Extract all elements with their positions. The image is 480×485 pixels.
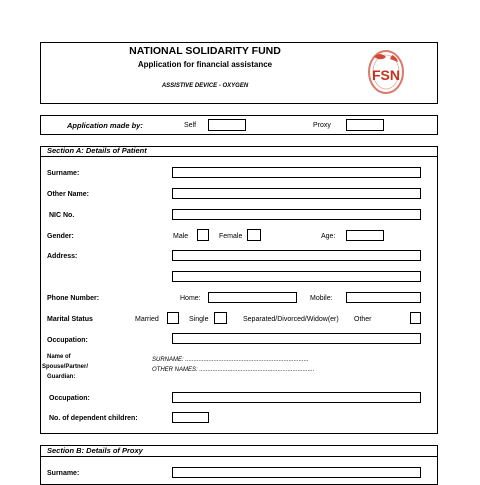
spouse-occupation-field[interactable] (172, 392, 421, 403)
gender-label: Gender: (47, 233, 74, 240)
device-type: ASSISTIVE DEVICE - OXYGEN (161, 83, 249, 89)
section-a-title: Section A: Details of Patient (47, 146, 147, 155)
female-checkbox[interactable] (247, 229, 261, 241)
single-checkbox[interactable] (214, 312, 227, 324)
proxy-label: Proxy (313, 122, 331, 129)
age-field[interactable] (346, 230, 384, 241)
spouse-other-names-line[interactable]: OTHER NAMES: ..................................................................... (152, 367, 315, 373)
spouse-label-2: Spouse/Partner/ (42, 364, 89, 370)
form-title: NATIONAL SOLIDARITY FUND (129, 45, 281, 57)
nic-label: NIC No. (49, 212, 75, 219)
spouse-label-3: Guardian: (47, 374, 76, 380)
married-label: Married (135, 316, 159, 323)
address-label: Address: (47, 253, 78, 260)
single-label: Single (189, 316, 209, 323)
home-label: Home: (180, 295, 201, 302)
nic-field[interactable] (172, 209, 421, 220)
address-field-1[interactable] (172, 250, 421, 261)
self-label: Self (184, 122, 197, 129)
spouse-occupation-label: Occupation: (49, 395, 90, 402)
phone-label: Phone Number: (47, 295, 100, 302)
marital-label: Marital Status (47, 316, 93, 323)
proxy-surname-label: Surname: (47, 470, 80, 477)
svg-text:FSN: FSN (372, 67, 400, 83)
other-marital-label: Other (354, 316, 372, 323)
other-marital-checkbox[interactable] (410, 312, 421, 324)
male-label: Male (173, 233, 189, 240)
fsn-logo (366, 47, 406, 95)
spouse-surname-line[interactable]: SURNAME: .......................................................................... (152, 357, 309, 363)
other-name-label: Other Name: (47, 191, 90, 198)
dependents-field[interactable] (172, 412, 209, 423)
separated-label: Separated/Divorced/Widow(er) (243, 316, 339, 323)
occupation-label: Occupation: (47, 337, 88, 344)
form-subtitle: Application for financial assistance (137, 60, 273, 69)
surname-label: Surname: (47, 170, 80, 177)
section-b-title: Section B: Details of Proxy (47, 446, 143, 455)
dependents-label: No. of dependent children: (49, 415, 138, 422)
married-checkbox[interactable] (167, 312, 179, 324)
home-phone-field[interactable] (208, 292, 297, 303)
section-b-title-underline (40, 456, 438, 457)
female-label: Female (219, 233, 243, 240)
age-label: Age: (321, 233, 336, 240)
proxy-surname-field[interactable] (172, 467, 421, 478)
self-checkbox[interactable] (208, 119, 246, 131)
surname-field[interactable] (172, 167, 421, 178)
mobile-phone-field[interactable] (346, 292, 421, 303)
other-name-field[interactable] (172, 188, 421, 199)
spouse-label-1: Name of (47, 354, 71, 360)
occupation-field[interactable] (172, 333, 421, 344)
application-label: Application made by: (67, 121, 143, 130)
male-checkbox[interactable] (197, 229, 209, 241)
section-a-title-underline (40, 156, 438, 157)
mobile-label: Mobile: (310, 295, 333, 302)
proxy-checkbox[interactable] (346, 119, 384, 131)
address-field-2[interactable] (172, 271, 421, 282)
